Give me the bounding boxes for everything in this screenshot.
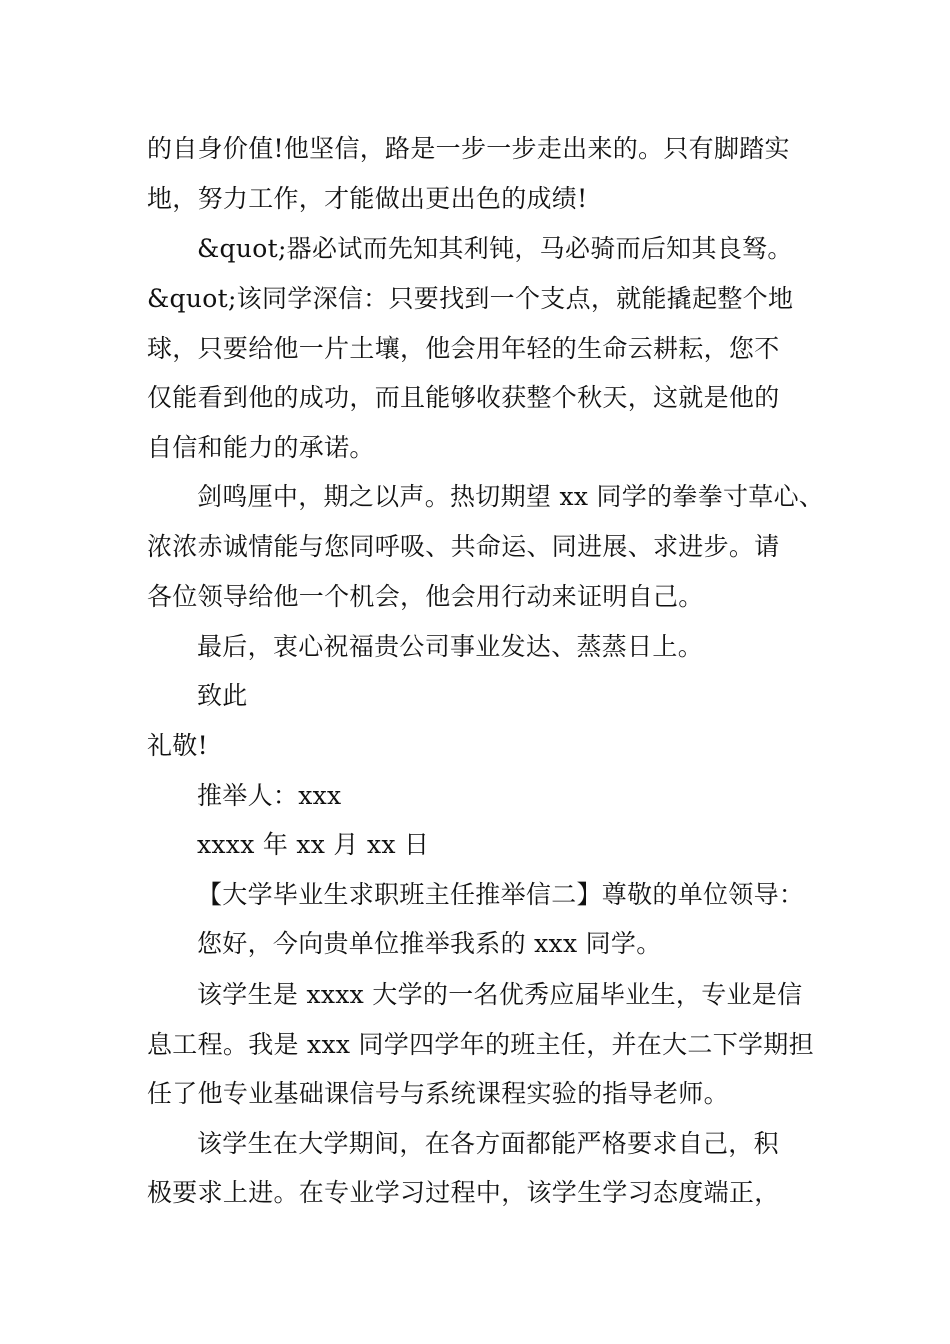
text-line: 自信和能力的承诺。 [147,433,375,462]
text-line: 球，只要给他一片土壤，他会用年轻的生命云耕耘，您不 [147,334,780,363]
text-line: &quot;器必试而先知其利钝，马必骑而后知其良驽。 [197,234,793,263]
text-line: 息工程。我是 xxx 同学四学年的班主任，并在大二下学期担 [147,1030,814,1059]
text-line: 您好，今向贵单位推举我系的 xxx 同学。 [197,929,662,958]
text-line: 仅能看到他的成功，而且能够收获整个秋天，这就是他的 [147,383,780,412]
text-line: 致此 [197,681,248,710]
text-line: 最后，衷心祝福贵公司事业发达、蒸蒸日上。 [197,632,704,661]
text-line: 任了他专业基础课信号与系统课程实验的指导老师。 [147,1079,729,1108]
text-line: 地，努力工作，才能做出更出色的成绩! [147,184,588,213]
text-line: 剑鸣厘中，期之以声。热切期望 xx 同学的拳拳寸草心、 [197,482,825,511]
text-line: &quot;该同学深信：只要找到一个支点，就能撬起整个地 [147,284,794,313]
text-line: 浓浓赤诚情能与您同呼吸、共命运、同进展、求进步。请 [147,532,780,561]
text-line: 【大学毕业生求职班主任推举信二】尊敬的单位领导： [197,880,805,909]
text-line: 极要求上进。在专业学习过程中，该学生学习态度端正， [147,1178,780,1207]
text-line: xxxx 年 xx 月 xx 日 [197,830,430,859]
text-line: 该学生在大学期间，在各方面都能严格要求自己，积 [197,1129,779,1158]
text-line: 礼敬! [147,731,208,760]
text-line: 推举人：xxx [197,781,342,810]
text-line: 各位领导给他一个机会，他会用行动来证明自己。 [147,582,704,611]
text-line: 的自身价值!他坚信，路是一步一步走出来的。只有脚踏实 [147,134,790,163]
text-line: 该学生是 xxxx 大学的一名优秀应届毕业生，专业是信 [197,980,803,1009]
